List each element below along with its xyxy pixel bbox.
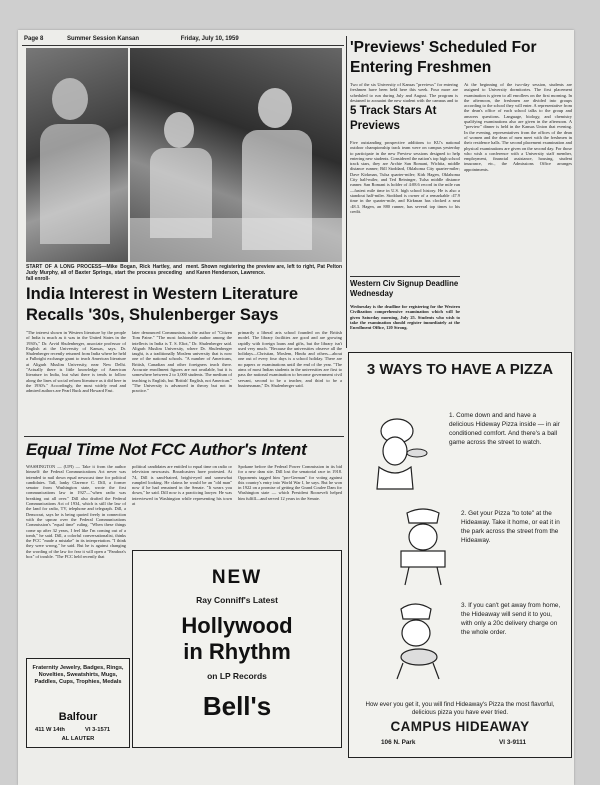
- column-rule: [346, 36, 347, 348]
- registration-photo-right: [130, 48, 342, 262]
- ad-artist-line: Ray Conniff's Latest: [196, 595, 278, 605]
- previews-headline: 'Previews' Scheduled For Entering Freshmen: [350, 39, 537, 76]
- bells-record-ad: [132, 550, 342, 748]
- delivery-cartoon-icon: [383, 597, 453, 681]
- pizza-headline: 3 WAYS TO HAVE A PIZZA: [366, 361, 554, 378]
- pizza-ad: [348, 352, 572, 758]
- ad-album-title-2: in Rhythm: [183, 639, 291, 664]
- pizza-footer-text: How ever you get it, you will find Hideaway's Pizza the most flavorful, delicious pizza you have ever tried.: [365, 701, 555, 716]
- balfour-products: Fraternity Jewelry, Badges, Rings, Novelties, Sweatshirts, Mugs, Paddles, Cups, Trophies, Medals: [32, 665, 124, 686]
- balfour-address: 411 W 14th: [35, 727, 65, 733]
- chef-cartoon-icon: [359, 409, 429, 493]
- registration-photo-left: [26, 48, 128, 262]
- photo-caption-continued: ment. Shown registering the preview are, left to right, Pat Pelton and Karen Henderson, Lawrence.: [186, 264, 342, 276]
- masthead-rule: [22, 45, 344, 46]
- hideaway-phone: VI 3-9111: [499, 739, 527, 746]
- india-column-2: later denounced Communism, is the author of "Citizen Tom Paine." "The most fashionable author among the intellects in India is T. S. Eliot," Dr. Shulenberger said. Aligarh Muslim University, where Dr. Shulenberger taught, is a traditionally Moslem university that is now one of the national schools. "A number of Americans, British, Canadian and other foreigners teach there. Accurate enrollment figures are not available, but it is somewhere between 2 to 3,000 students. The medium of teaching is English, but 'British' English, not American." "The University is advanced in theory but not in practice.": [132, 330, 232, 394]
- photo-caption: START OF A LONG PROCESS—Mike Bogan, Rick Hartley, and Judy Murphy, all of Baxter Springs, start the process preceding fall enroll-: [26, 264, 182, 282]
- paper-name: Summer Session Kansan: [67, 36, 140, 42]
- india-column-1: "The interest shown in Western literature by the people of India is much as it was in the United States in the 1930's," Dr. Arvid Shulenberger, associate professor of English at the University of Kansas, says. Dr. Shulenberger recently returned from India where he held a Fulbright exchange grant to teach American literature at Aligarh Muslim University, near New Delhi. "Actually there is little knowledge of American literature in India, but what there is tends to follow along the lines of social reform literature as it did here in the 1930's." Accordingly, the most widely read and admired authors are Pearl Buck and Howard Fast.: [26, 330, 126, 394]
- india-headline: India Interest in Western Literature Recalls '30s, Shulenberger Says: [26, 285, 299, 324]
- issue-date: Friday, July 10, 1959: [180, 36, 239, 42]
- fcc-headline: Equal Time Not FCC Author's Intent: [26, 440, 307, 459]
- pizza-way-1: 1. Come down and and have a delicious Hideway Pizza inside — in air conditioned comfort. And there's a ball game across the street to watch.: [449, 412, 560, 446]
- fcc-column-2: political candidates are entitled to equal time on radio or television newscasts. Broadcasters have protested. At 74, Dill is sand-haired, bright-eyed and somewhat rumpled looking. He claims he would be an "old man" now if he had remained in the Senate. "It wears you down," he said. Dill now is a practicing lawyer. He was interviewed in Washington while representing his town at: [132, 464, 232, 507]
- track-headline: 5 Track Stars At Previews: [350, 105, 437, 132]
- deadline-headline: Western Civ Signup Deadline Wednesday: [350, 279, 459, 298]
- balfour-phone: VI 3-1571: [85, 727, 111, 733]
- deadline-rule: [350, 276, 460, 277]
- balfour-ad: [26, 658, 130, 748]
- section-rule: [24, 436, 344, 437]
- page-number: Page 8: [24, 36, 44, 42]
- masthead: [24, 36, 344, 44]
- balfour-contact: AL LAUTER: [61, 736, 95, 742]
- hideaway-address: 106 N. Park: [381, 739, 416, 746]
- fcc-column-1: WASHINGTON — (UPI) — Take it from the author himself: the Federal Communications Act never was intended to nail down equal newscast time for political candidates. Tall, lanky Clarence C. Dill, a former senator from Washington state, wrote the first communications law in 1927—"when radio was breaking out all over." Dill also drafted the Federal Communications Act of 1934, which is still the law of the land for radio, TV, telephone and telegraph. Dill, a Democrat, says he is being quoted freely in connection with the uproar over the Federal Communications Commission's "equal time" ruling. "When these things come up after 32 years, I feel like I'm coming out of a tomb," he said. Dill, a colorful conversationalist, thinks the FCC "made a mistake" in its interpretation. "I think they were wrong," he said. But he is against changing the wording of the law for fear it will open a "Pandora's box" of trouble. "The FCC held recently that: [26, 464, 126, 560]
- fcc-column-3: Spokane before the Federal Power Commission in its bid for a new dam site. Dill lost the senatorial race in 1918. Opponents tagged him "pro-German" for voting against this country's entry into World War I, he says. But he won in 1922 on a promise of getting the Grand Coulee Dam for Washington state — which President Roosevelt helped him fulfill—and served 12 years in the Senate.: [238, 464, 342, 501]
- india-column-3: primarily a liberal arts school founded on the British model. The library facilities are good and are growing rapidly with foreign loans and gifts, but the library isn't used very much. "Because the universities observe all the holidays—Christian, Moslem, Hindu and others—about one out of every four days is a school holiday. There are no papers or examinations until the end of the year. "The aims of most Indian students in the universities are first to pass the national examination to become government civil servant, second to be a teacher, and third to be a businessman," Dr. Shulenberger said.: [238, 330, 342, 388]
- pizza-box-cartoon-icon: [393, 505, 455, 589]
- newspaper-page: [18, 30, 574, 785]
- previews-column-2: At the beginning of the two-day session, students are assigned to University dormitories. The first placement examination is given to all enrollees on the first morning. In the afternoon, the freshmen are divided into groups according to the school they will enter. A representative from the dean's office of each school talks to the group and answers questions. Language, biology, and chemistry qualifying examinations also are given in the afternoon. A "preview" dinner is held in the Kansas Union that evening. In the evening, representatives from the offices of the dean of women and the dean of men meet with the freshmen in their residence halls. The second placement examination and physical examinations are given on the second day. For those who wish a conference with a University staff member, employment, financial assistance, housing, student insurance, etc., the Admissions Office arranges appointments.: [464, 82, 572, 172]
- ad-store-name: Bell's: [202, 691, 272, 721]
- ad-format: on LP Records: [207, 671, 267, 681]
- ad-album-title-1: Hollywood: [181, 613, 293, 638]
- ad-new-label: NEW: [211, 567, 263, 588]
- pizza-way-3: 3. If you can't get away from home, the Hideaway will send it to you, with only a 20c delivery charge on the whole order.: [461, 602, 561, 636]
- pizza-way-2: 2. Get your Pizza "to tote" at the Hideaway. Take it home, or eat it in the park across the street from the Hideaway.: [461, 510, 560, 544]
- previews-intro: Two of the six University of Kansas "previews" for entering freshmen have been held here this week. Four more are scheduled to run during July and August. The program is designed to acquaint the new student with the campus and to: [350, 82, 458, 102]
- track-body: Five outstanding prospective additions to KU's national outdoor championship track team were on campus yesterday to participate in the new Preview sessions designed to help entering new students. Considered the nation's top high school track stars, they are Archie San Romani, Wichita, middle distance runner; Bill Stoddard, Oklahoma City quarter-miler; Dave Kirkman, Tulsa quarter-miler; Kirk Hagen, Oklahoma City half-miler, and Ted Reininger, Tulsa middle distance runner. San Romani is holder of 4:08.6 record in the mile run—fastest mile time in U.S. high school history. He is also a standout half-miler. Stoddard is owner of a remarkable :47.9 time in the quarter-mile, and Kirkman has clocked a neat :48.3. Hagen, an 880 runner, has several top times to his credit.: [350, 140, 460, 214]
- deadline-body: Wednesday is the deadline for registering for the Western Civilization comprehensive examination which will be given Saturday morning, July 25. Students who wish to take the examination should register immediately at the Enrollment Office, 120 Strong.: [350, 304, 460, 331]
- balfour-name: Balfour: [58, 711, 98, 723]
- hideaway-name: CAMPUS HIDEAWAY: [390, 719, 530, 734]
